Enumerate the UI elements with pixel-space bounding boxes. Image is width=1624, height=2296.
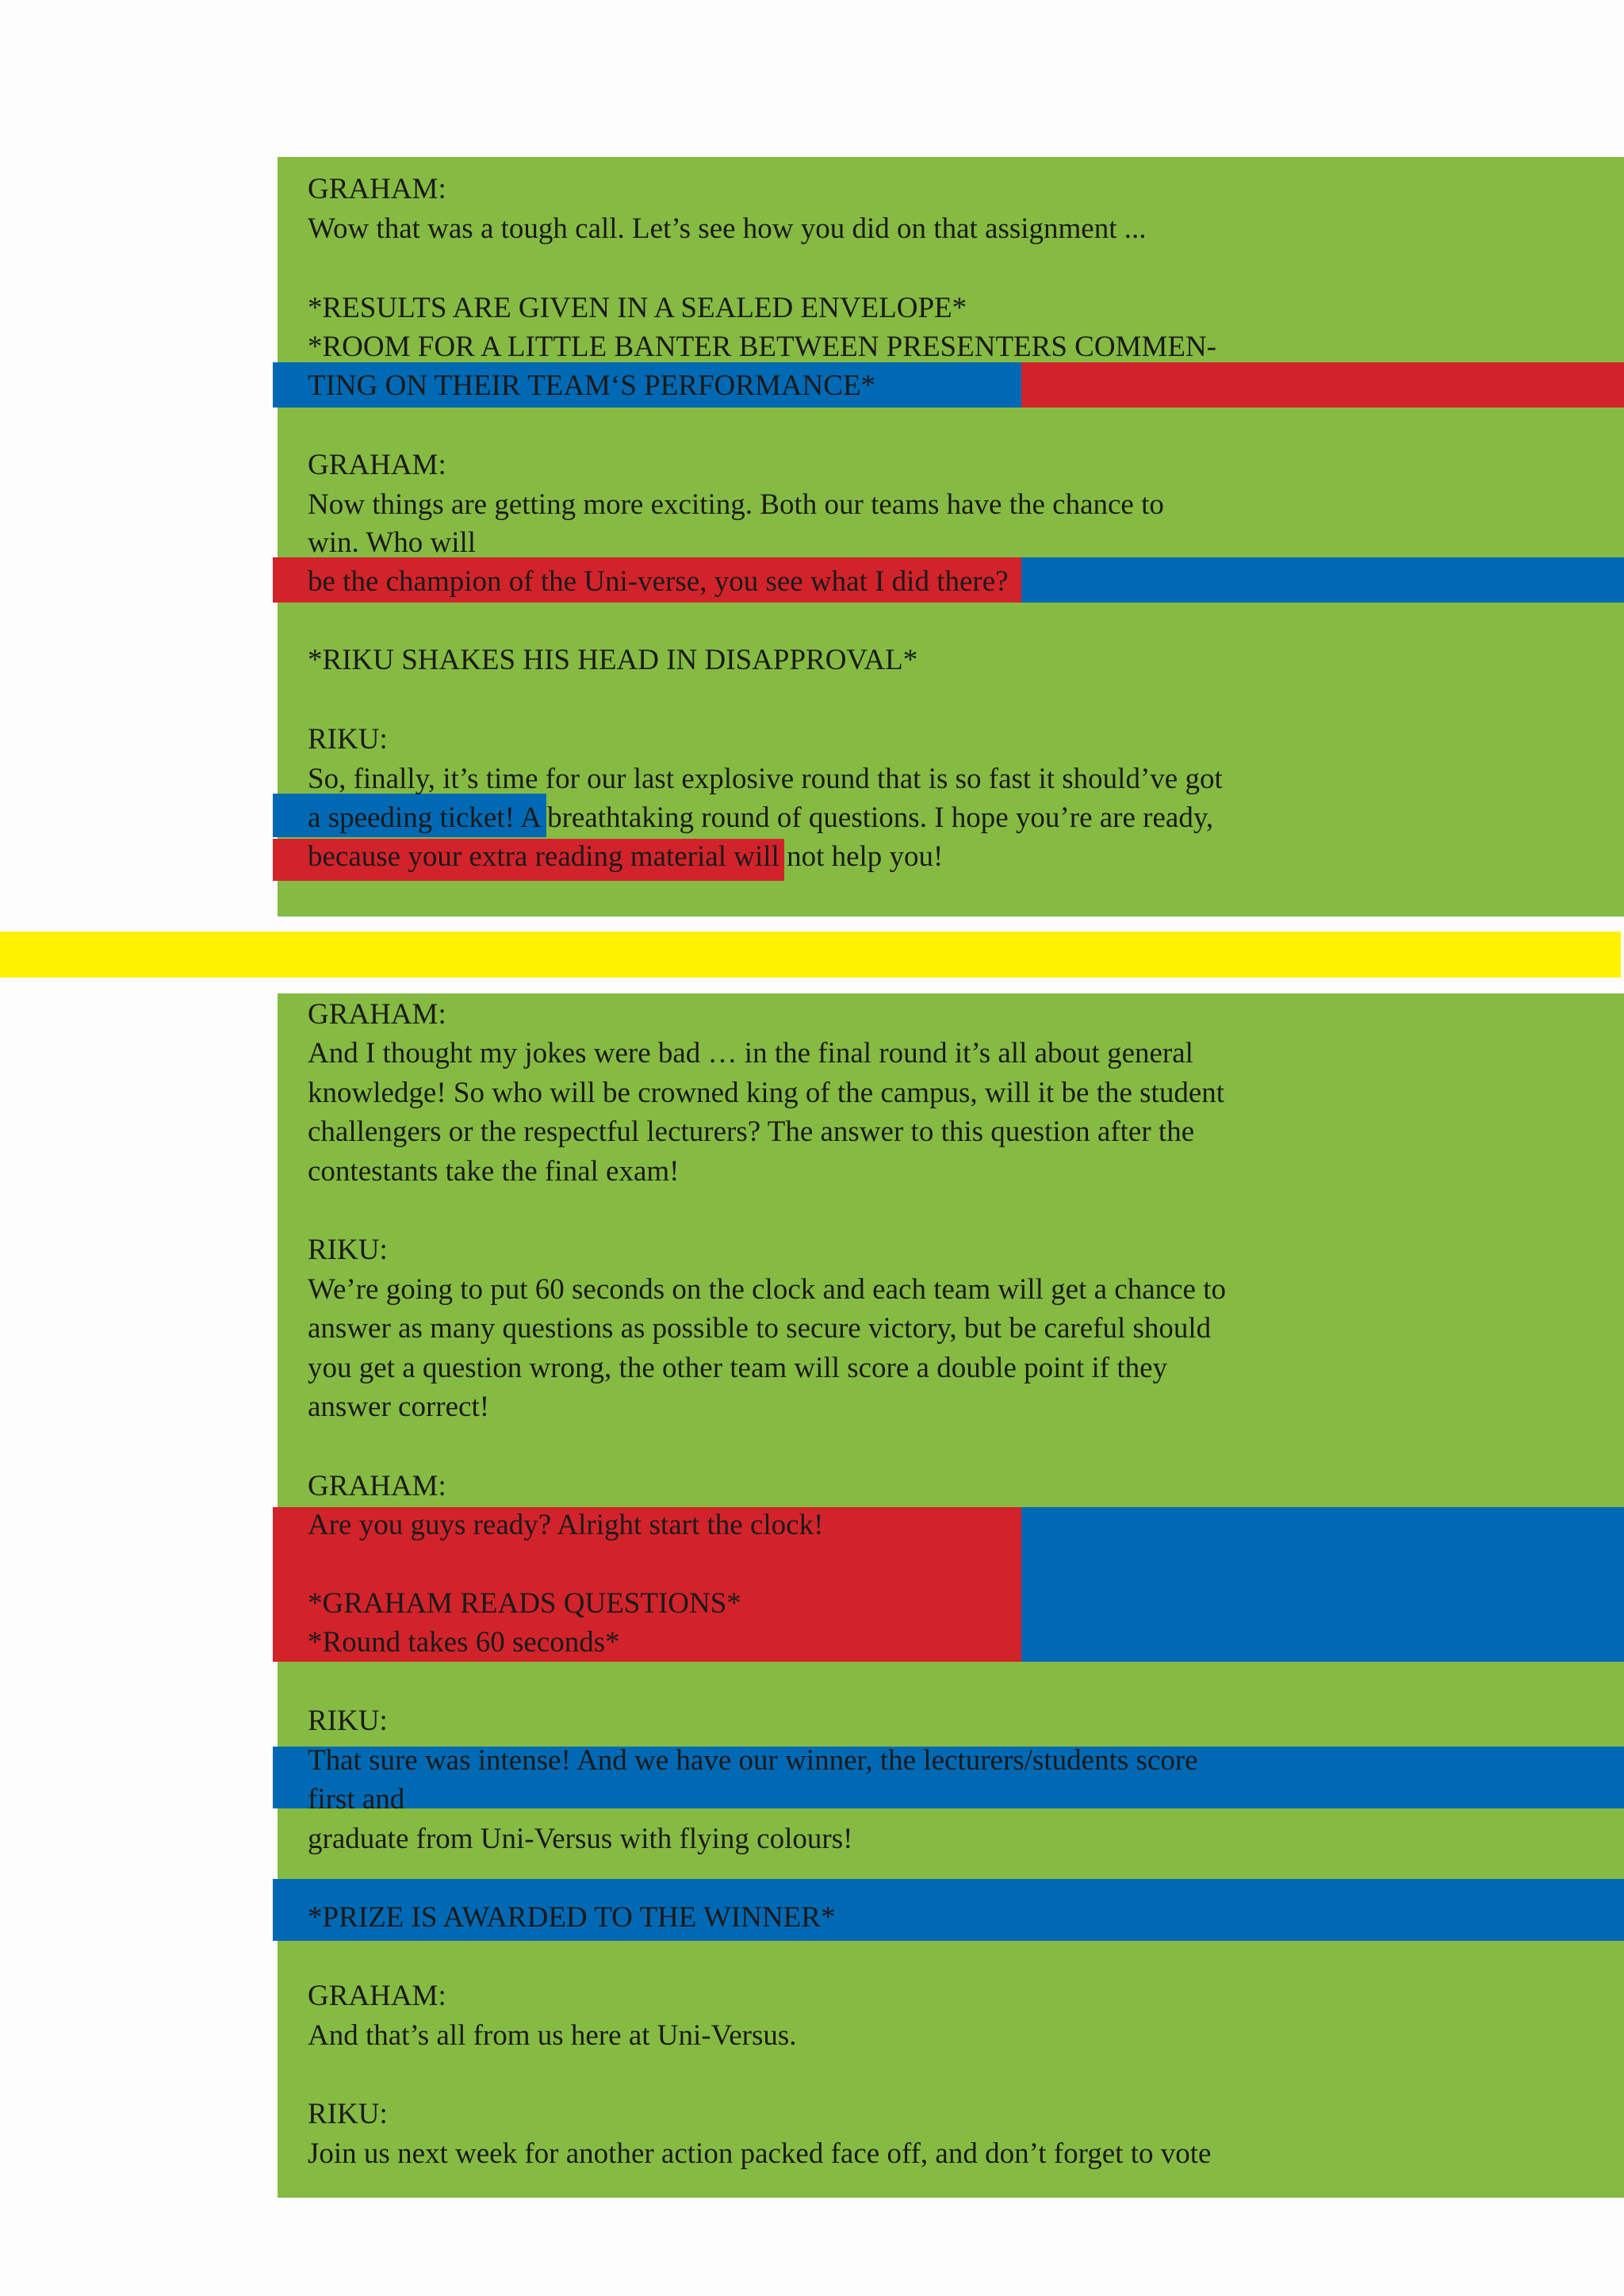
speaker-graham: GRAHAM: [308, 1980, 446, 2012]
speaker-graham: GRAHAM: [308, 1470, 446, 1502]
dialogue-line: Wow that was a tough call. Let’s see how you did on that assignment ... [308, 212, 1147, 245]
stage-direction: *RESULTS ARE GIVEN IN A SEALED ENVELOPE* [308, 292, 967, 324]
stage-direction: *Round takes 60 seconds* [308, 1626, 620, 1659]
speaker-graham: GRAHAM: [308, 173, 446, 205]
dialogue-line: first and [308, 1783, 405, 1816]
speaker-riku: RIKU: [308, 723, 388, 756]
dialogue-line: We’re going to put 60 seconds on the clock and each team will get a chance to [308, 1273, 1227, 1306]
speaker-graham: GRAHAM: [308, 449, 446, 481]
stage-direction: TING ON THEIR TEAM‘S PERFORMANCE* [308, 369, 876, 402]
highlight-bar-red [1021, 362, 1624, 408]
speaker-riku: RIKU: [308, 2098, 388, 2130]
dialogue-line: a speeding ticket! A breathtaking round of questions. I hope you’re are ready, [308, 802, 1214, 834]
dialogue-line: because your extra reading material will not help you! [308, 840, 944, 873]
dialogue-line: And I thought my jokes were bad … in the final round it’s all about general [308, 1037, 1193, 1070]
speaker-riku: RIKU: [308, 1234, 388, 1266]
stage-direction: *ROOM FOR A LITTLE BANTER BETWEEN PRESENTERS COMMEN- [308, 331, 1216, 363]
dialogue-line: Are you guys ready? Alright start the clock! [308, 1509, 824, 1541]
dialogue-line: contestants take the final exam! [308, 1155, 680, 1188]
dialogue-line: answer correct! [308, 1391, 490, 1423]
speaker-graham: GRAHAM: [308, 998, 446, 1031]
dialogue-line: So, finally, it’s time for our last explosive round that is so fast it should’ve got [308, 763, 1223, 795]
dialogue-line: graduate from Uni-Versus with flying colours! [308, 1823, 853, 1855]
dialogue-line: Now things are getting more exciting. Both our teams have the chance to [308, 488, 1164, 521]
dialogue-line: knowledge! So who will be crowned king of the campus, will it be the student [308, 1077, 1225, 1109]
dialogue-line: answer as many questions as possible to secure victory, but be careful should [308, 1312, 1212, 1345]
dialogue-line: Join us next week for another action packed face off, and don’t forget to vote [308, 2137, 1212, 2170]
speaker-riku: RIKU: [308, 1705, 388, 1737]
dialogue-line: be the champion of the Uni-verse, you see what I did there? [308, 565, 1009, 598]
dialogue-line: challengers or the respectful lecturers? The answer to this question after the [308, 1115, 1195, 1148]
dialogue-line: That sure was intense! And we have our winner, the lecturers/students score [308, 1744, 1198, 1777]
dialogue-line: And that’s all from us here at Uni-Versus. [308, 2019, 797, 2052]
dialogue-line: you get a question wrong, the other team will score a double point if they [308, 1352, 1168, 1384]
highlight-bar-blue [1021, 1507, 1624, 1662]
highlight-bar-blue [1021, 557, 1624, 603]
dialogue-line: win. Who will [308, 526, 477, 559]
stage-direction: *PRIZE IS AWARDED TO THE WINNER* [308, 1901, 836, 1934]
section-divider-band [0, 932, 1621, 978]
stage-direction: *GRAHAM READS QUESTIONS* [308, 1587, 741, 1620]
stage-direction: *RIKU SHAKES HIS HEAD IN DISAPPROVAL* [308, 644, 918, 676]
